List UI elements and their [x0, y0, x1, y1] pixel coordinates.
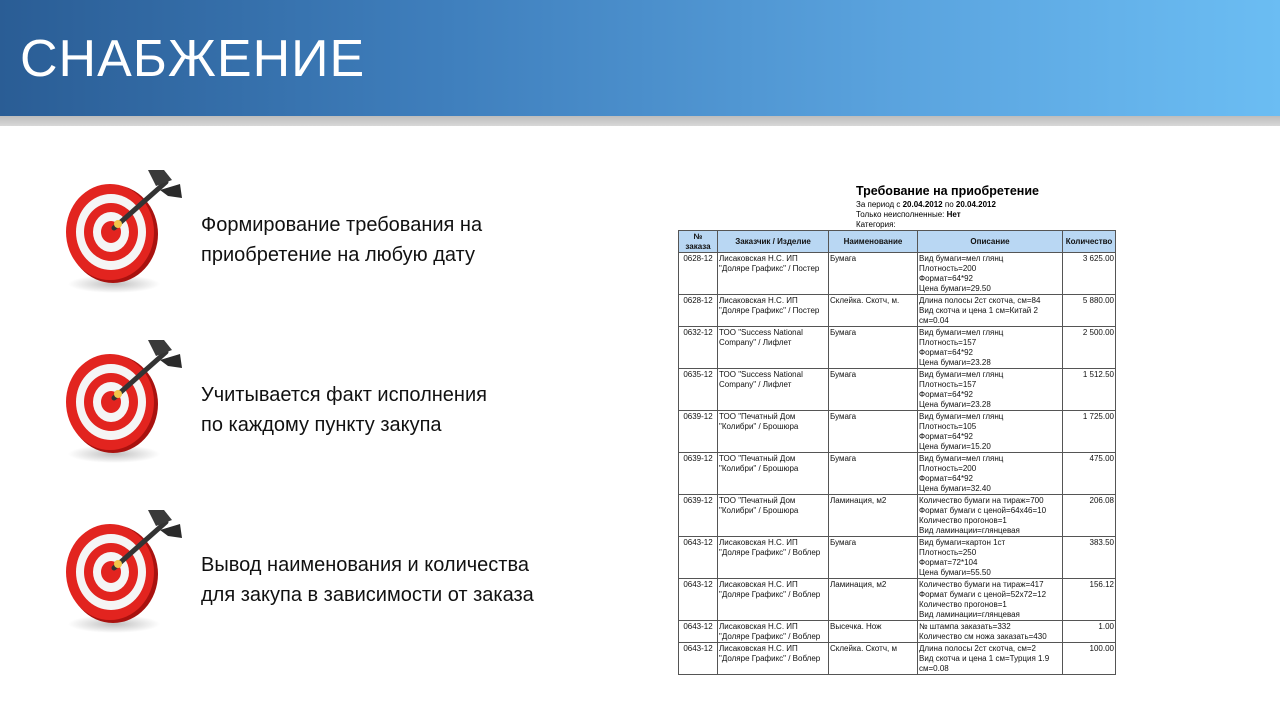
customer-line: Лисаковская Н.С. ИП	[719, 296, 798, 305]
slide-title: СНАБЖЕНИЕ	[20, 30, 366, 88]
order-number-cell: 0643-12	[679, 579, 718, 621]
description-line: Цена бумаги=29.50	[919, 284, 991, 293]
description-line: Количество прогонов=1	[919, 600, 1007, 609]
customer-line: "Колибри" / Брошюра	[719, 422, 799, 431]
description-line: Вид ламинации=глянцевая	[919, 610, 1020, 619]
description-line: Вид бумаги=картон 1ст	[919, 538, 1006, 547]
description-cell	[918, 579, 1063, 621]
order-number-cell: 0628-12	[679, 253, 718, 295]
item-name-cell: Бумага	[829, 537, 918, 579]
table-header-row	[679, 231, 1116, 253]
item-name-cell: Бумага	[829, 253, 918, 295]
item-name-cell: Бумага	[829, 369, 918, 411]
quantity-cell: 383.50	[1063, 537, 1116, 579]
description-line: Вид бумаги=мел глянц	[919, 370, 1004, 379]
quantity-cell: 2 500.00	[1063, 327, 1116, 369]
customer-line: Лисаковская Н.С. ИП	[719, 622, 798, 631]
table-row	[679, 495, 1116, 537]
customer-line: "Доляре Графикс" / Постер	[719, 264, 820, 273]
item-name-cell: Бумага	[829, 411, 918, 453]
table-row	[679, 643, 1116, 675]
customer-cell	[718, 253, 829, 295]
description-line: Количество см ножа заказать=430	[919, 632, 1047, 641]
table-row	[679, 327, 1116, 369]
description-line: Вид бумаги=мел глянц	[919, 328, 1004, 337]
bullet-line: приобретение на любую дату	[201, 244, 475, 266]
description-line: Количество бумаги на тираж=700	[919, 496, 1044, 505]
bullet-text	[201, 550, 621, 610]
table-row	[679, 453, 1116, 495]
quantity-cell: 206.08	[1063, 495, 1116, 537]
bullet-text	[201, 380, 621, 440]
description-line: Формат=64*92	[919, 274, 973, 283]
description-cell	[918, 327, 1063, 369]
column-header: № заказа	[679, 231, 718, 253]
order-number-cell: 0643-12	[679, 621, 718, 643]
requisition-table	[678, 230, 1116, 675]
target-icon	[48, 336, 198, 466]
header-divider	[0, 116, 1280, 126]
customer-cell	[718, 579, 829, 621]
description-line: Цена бумаги=23.28	[919, 358, 991, 367]
document-filter	[856, 210, 961, 220]
description-cell	[918, 411, 1063, 453]
document-title: Требование на приобретение	[856, 184, 1039, 198]
description-line: Количество бумаги на тираж=417	[919, 580, 1044, 589]
description-line: Формат=64*92	[919, 390, 973, 399]
bullet-line: Формирование требования на	[201, 214, 483, 236]
description-cell	[918, 253, 1063, 295]
item-name-cell: Бумага	[829, 327, 918, 369]
description-line: Цена бумаги=23.28	[919, 400, 991, 409]
customer-line: Лисаковская Н.С. ИП	[719, 644, 798, 653]
description-line: см=0.04	[919, 316, 949, 325]
column-header: Заказчик / Изделие	[718, 231, 829, 253]
description-line: Плотность=157	[919, 380, 977, 389]
description-line: Формат=64*92	[919, 348, 973, 357]
customer-cell	[718, 495, 829, 537]
quantity-cell: 1 512.50	[1063, 369, 1116, 411]
description-line: Вид ламинации=глянцевая	[919, 526, 1020, 535]
bullet-item	[48, 166, 608, 296]
customer-cell	[718, 369, 829, 411]
quantity-cell: 1 725.00	[1063, 411, 1116, 453]
customer-line: "Доляре Графикс" / Воблер	[719, 632, 821, 641]
item-name-cell: Склейка. Скотч, м.	[829, 295, 918, 327]
description-line: Плотность=200	[919, 464, 977, 473]
customer-cell	[718, 537, 829, 579]
customer-line: "Доляре Графикс" / Воблер	[719, 654, 821, 663]
customer-line: Лисаковская Н.С. ИП	[719, 254, 798, 263]
customer-line: ТОО "Success National	[719, 370, 803, 379]
order-number-cell: 0632-12	[679, 327, 718, 369]
bullet-item	[48, 506, 608, 636]
customer-line: Лисаковская Н.С. ИП	[719, 538, 798, 547]
customer-line: "Доляре Графикс" / Воблер	[719, 590, 821, 599]
column-header: Наименование	[829, 231, 918, 253]
customer-line: "Доляре Графикс" / Воблер	[719, 548, 821, 557]
description-cell	[918, 643, 1063, 675]
table-row	[679, 253, 1116, 295]
item-name-cell: Высечка. Нож	[829, 621, 918, 643]
table-row	[679, 369, 1116, 411]
description-line: Формат бумаги с ценой=64х46=10	[919, 506, 1047, 515]
description-line: Формат=64*92	[919, 474, 973, 483]
description-cell	[918, 453, 1063, 495]
description-cell	[918, 537, 1063, 579]
quantity-cell: 1.00	[1063, 621, 1116, 643]
description-line: № штампа заказать=332	[919, 622, 1011, 631]
table-row	[679, 579, 1116, 621]
customer-cell	[718, 295, 829, 327]
item-name-cell: Склейка. Скотч, м	[829, 643, 918, 675]
order-number-cell: 0628-12	[679, 295, 718, 327]
description-line: Формат бумаги с ценой=52х72=12	[919, 590, 1047, 599]
quantity-cell: 3 625.00	[1063, 253, 1116, 295]
description-line: Длина полосы 2ст скотча, см=2	[919, 644, 1036, 653]
customer-line: "Колибри" / Брошюра	[719, 506, 799, 515]
order-number-cell: 0635-12	[679, 369, 718, 411]
description-line: Вид бумаги=мел глянц	[919, 412, 1004, 421]
table-row	[679, 411, 1116, 453]
customer-cell	[718, 643, 829, 675]
period-to: 20.04.2012	[955, 200, 996, 209]
filter-label: Только неисполненные:	[856, 210, 947, 219]
customer-line: ТОО "Печатный Дом	[719, 496, 796, 505]
description-line: Плотность=250	[919, 548, 977, 557]
quantity-cell: 156.12	[1063, 579, 1116, 621]
filter-value: Нет	[946, 210, 961, 219]
customer-line: Company" / Лифлет	[719, 338, 792, 347]
customer-line: ТОО "Success National	[719, 328, 803, 337]
description-line: Плотность=157	[919, 338, 977, 347]
description-cell	[918, 295, 1063, 327]
order-number-cell: 0639-12	[679, 495, 718, 537]
item-name-cell: Бумага	[829, 453, 918, 495]
description-line: см=0.08	[919, 664, 949, 673]
bullet-line: Вывод наименования и количества	[201, 554, 529, 576]
description-line: Формат=64*92	[919, 432, 973, 441]
description-line: Количество прогонов=1	[919, 516, 1007, 525]
description-line: Плотность=200	[919, 264, 977, 273]
period-mid: по	[942, 200, 956, 209]
target-icon	[48, 166, 198, 296]
customer-line: ТОО "Печатный Дом	[719, 454, 796, 463]
order-number-cell: 0643-12	[679, 643, 718, 675]
bullet-item	[48, 336, 608, 466]
customer-line: Company" / Лифлет	[719, 380, 792, 389]
description-line: Вид скотча и цена 1 см=Турция 1.9	[919, 654, 1050, 663]
quantity-cell: 100.00	[1063, 643, 1116, 675]
customer-cell	[718, 327, 829, 369]
order-number-cell: 0639-12	[679, 411, 718, 453]
customer-cell	[718, 411, 829, 453]
quantity-cell: 5 880.00	[1063, 295, 1116, 327]
description-cell	[918, 369, 1063, 411]
table-body	[679, 253, 1116, 675]
quantity-cell: 475.00	[1063, 453, 1116, 495]
bullet-line: Учитывается факт исполнения	[201, 384, 487, 406]
table-row	[679, 537, 1116, 579]
period-from: 20.04.2012	[902, 200, 943, 209]
column-header: Описание	[918, 231, 1063, 253]
bullet-line: для закупа в зависимости от заказа	[201, 584, 534, 606]
description-line: Вид скотча и цена 1 см=Китай 2	[919, 306, 1038, 315]
description-line: Формат=72*104	[919, 558, 978, 567]
description-line: Цена бумаги=15.20	[919, 442, 991, 451]
customer-line: "Доляре Графикс" / Постер	[719, 306, 820, 315]
bullet-line: по каждому пункту закупа	[201, 414, 442, 436]
document-period	[856, 200, 996, 210]
customer-line: ТОО "Печатный Дом	[719, 412, 796, 421]
customer-cell	[718, 621, 829, 643]
description-cell	[918, 621, 1063, 643]
customer-line: "Колибри" / Брошюра	[719, 464, 799, 473]
document-category: Категория:	[856, 220, 896, 229]
bullet-text	[201, 210, 621, 270]
column-header: Количество	[1063, 231, 1116, 253]
period-prefix: За период с	[856, 200, 903, 209]
order-number-cell: 0643-12	[679, 537, 718, 579]
order-number-cell: 0639-12	[679, 453, 718, 495]
customer-cell	[718, 453, 829, 495]
description-line: Плотность=105	[919, 422, 977, 431]
description-cell	[918, 495, 1063, 537]
customer-line: Лисаковская Н.С. ИП	[719, 580, 798, 589]
description-line: Вид бумаги=мел глянц	[919, 454, 1004, 463]
description-line: Цена бумаги=55.50	[919, 568, 991, 577]
item-name-cell: Ламинация, м2	[829, 495, 918, 537]
table-row	[679, 295, 1116, 327]
description-line: Длина полосы 2ст скотча, см=84	[919, 296, 1041, 305]
item-name-cell: Ламинация, м2	[829, 579, 918, 621]
description-line: Вид бумаги=мел глянц	[919, 254, 1004, 263]
table-row	[679, 621, 1116, 643]
target-icon	[48, 506, 198, 636]
description-line: Цена бумаги=32.40	[919, 484, 991, 493]
